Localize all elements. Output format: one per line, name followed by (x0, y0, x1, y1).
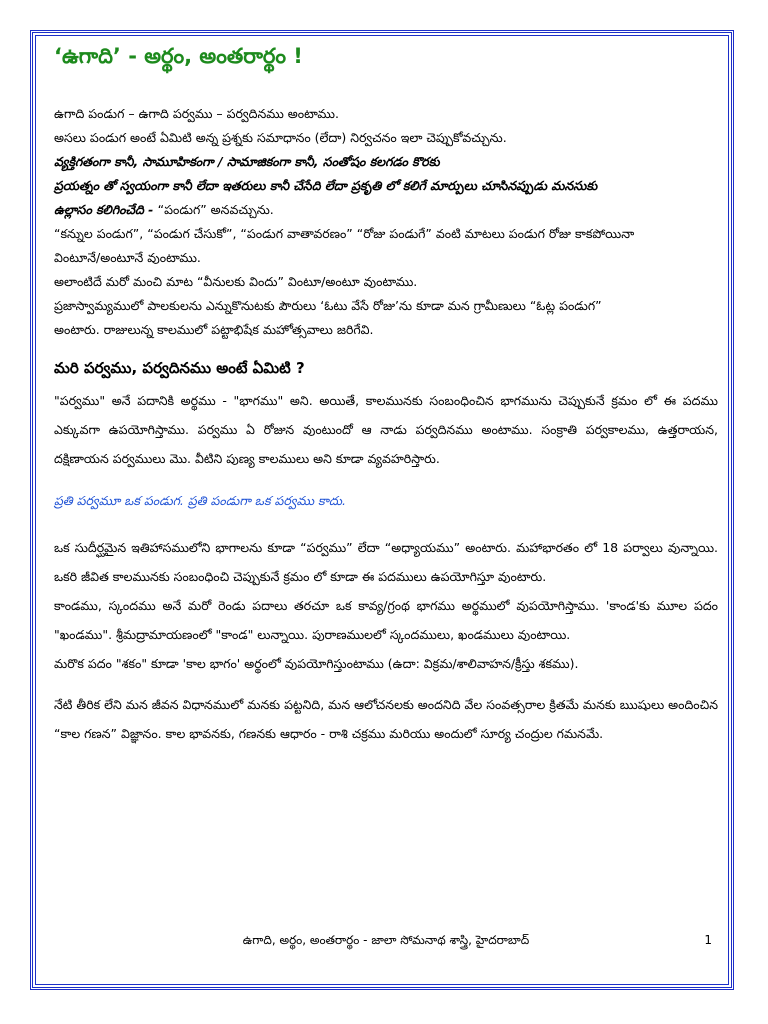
footer-text: ఉగాది, అర్థం, అంతరార్థం - జాలా సోమనాథ శాస్త్రి, హైదరాబాద్ (242, 933, 530, 947)
quote-line: ప్రతి పర్వమూ ఒక పండుగ. ప్రతి పండుగా ఒక పర్వము కాదు. (54, 493, 346, 508)
closing-paragraph: నేటి తీరిక లేని మన జీవన విధానములో మనకు పట్టనిది, మన ఆలోచనలకు అందనిది వేల సంవత్సరాల క్రితమే మనకు ఋషులు అందించిన “కాల గణన” విజ్ఞానం. కాల భావనకు, గణనకు ఆధారం - రాశి చక్రము మరియు అందులో సూర్య చంద్రుల గమనమే. (54, 697, 718, 741)
body-line: వింటూనే/అంటూనే వుంటాము. (54, 250, 201, 265)
intro-line: ఉగాది పండుగ – ఉగాది పర్వము – పర్వదినము అంటాము. (54, 106, 339, 121)
mixed-normal: “పండుగ” అనవచ్చును. (157, 202, 274, 217)
paragraph: ఒక సుదీర్ఘమైన ఇతిహాసములోని భాగాలను కూడా “పర్వము” లేదా “అధ్యాయము” అంటారు. మహాభారతం లో 18 పర్వాలు వున్నాయి. ఒకరి జీవిత కాలమునకు సంబంధించి చెప్పుకునే క్రమం లో కూడా ఈ పదములు ఉపయోగిస్తూ వుంటారు. (54, 540, 718, 584)
paragraph: కాండము, స్కందము అనే మరో రెండు పదాలు తరచూ ఒక కావ్య/గ్రంథ భాగము అర్థములో వుపయోగిస్తాము. 'కాండ'కు మూల పదం "ఖండము". శ్రీమద్రామాయణంలో "కాండ" లున్నాయి. పురాణములలో స్కందములు, ఖండములు వుంటాయి. (54, 598, 718, 642)
page-title: ‘ఉగాది’ - అర్థం, అంతరార్థం ! (54, 44, 303, 68)
paragraph: మరొక పదం "శకం" కూడా 'కాల భాగం' అర్థంలో వుపయోగిస్తుంటాము (ఉదా: విక్రమ/శాలివాహన/క్రీస్తు శకము). (54, 656, 579, 671)
body-line: “కన్నుల పండుగ”, “పండుగ చేసుకో”, “పండుగ వాతావరణం” “రోజు పండుగే” వంటి మాటలు పండుగ రోజు కాకపోయినా (54, 226, 635, 241)
body-line: అలాంటిదే మరో మంచి మాట “వీనులకు విందు” వింటూ/అంటూ వుంటాము. (54, 274, 418, 289)
mixed-line (54, 198, 718, 222)
page-number: 1 (704, 933, 712, 947)
body-line: అంటారు. రాజులున్న కాలములో పట్టాభిషేక మహోత్సవాలు జరిగేవి. (54, 322, 374, 337)
mixed-italic: ఉల్లాసం కలిగించేది - (54, 202, 158, 217)
body-line: ప్రజాస్వామ్యములో పాలకులను ఎన్నుకొనుటకు పౌరులు ‘ఓటు వేసే రోజు’ను కూడా మన గ్రామీణులు “ఓట్ల పండుగ” (54, 298, 602, 313)
intro-line: అసలు పండుగ అంటే ఏమిటి అన్న ప్రశ్నకు సమాధానం (లేదా) నిర్వచనం ఇలా చెప్పుకోవచ్చును. (54, 130, 507, 145)
italic-line: వ్యక్తిగతంగా కానీ, సామూహికంగా / సామాజికంగా కానీ, సంతోషం కలగడం కొరకు (54, 154, 440, 169)
section-paragraph: "పర్వము" అనే పదానికి అర్థము - "భాగము" అని. అయితే, కాలమునకు సంబంధించిన భాగమును చెప్పుకునే క్రమం లో ఈ పదము ఎక్కువగా ఉపయోగిస్తాము. పర్వము ఏ రోజున వుంటుందో ఆ నాడు పర్వదినము అంటాము. సంక్రాతి పర్వకాలము, ఉత్తరాయన, దక్షిణాయన పర్వములు మొ. వీటిని పుణ్య కాలములు అని కూడా వ్యవహరిస్తారు. (54, 393, 718, 466)
italic-line: ప్రయత్నం తో స్వయంగా కానీ లేదా ఇతరులు కానీ చేసేది లేదా ప్రకృతి లో కలిగే మార్పులు చూసినప్పుడు మనసుకు (54, 178, 598, 193)
section-heading: మరి పర్వము, పర్వదినము అంటే ఏమిటి ? (54, 359, 305, 377)
document-body (54, 40, 718, 748)
